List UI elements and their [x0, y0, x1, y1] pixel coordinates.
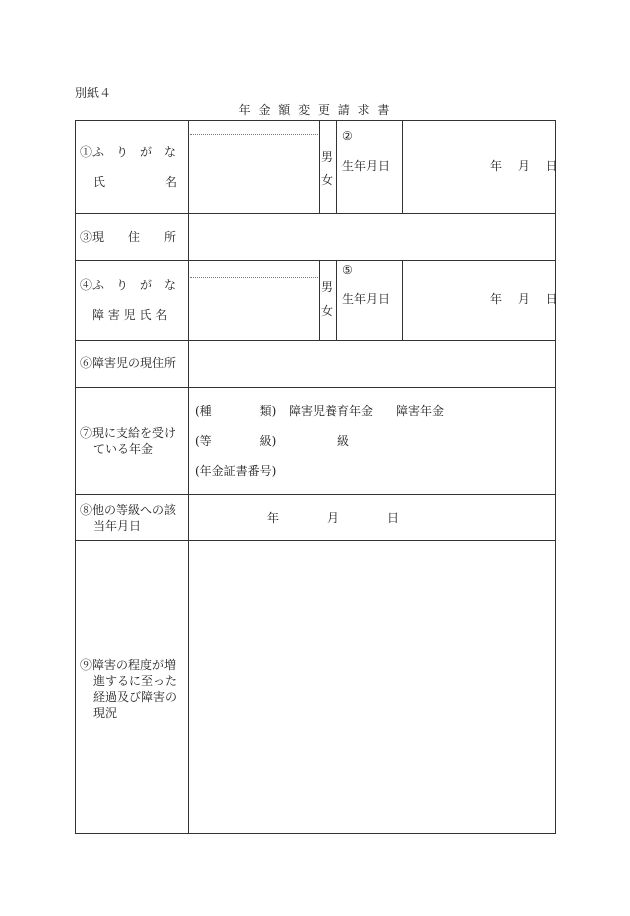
item-number: ⑤ — [342, 263, 353, 277]
month-field[interactable]: 月 — [327, 511, 340, 525]
pension-type-option[interactable]: 障害児養育年金 — [289, 404, 374, 418]
year-field[interactable]: 年 — [267, 511, 280, 525]
day-field[interactable]: 日 — [387, 511, 400, 525]
gender-male-option[interactable]: 男 — [321, 150, 334, 164]
col-line — [319, 120, 320, 213]
name-input[interactable] — [190, 160, 318, 210]
address-label: ③現 住 所 — [80, 230, 177, 244]
pension-cert-label: (年金証書番号) — [195, 464, 277, 478]
furigana-label: ①ふ り が な — [80, 145, 177, 159]
child-birthdate-label: 生年月日 — [342, 292, 391, 306]
child-birthdate-field[interactable]: 年 月 日 — [490, 292, 558, 306]
pension-type-option[interactable]: 障害年金 — [396, 404, 445, 418]
row-line — [75, 213, 556, 214]
birthdate-label: 生年月日 — [342, 159, 391, 173]
row-line — [75, 540, 556, 541]
row-line — [75, 260, 556, 261]
furigana-dotted-line — [190, 134, 318, 135]
grade-change-date-label: 当年月日 — [93, 519, 142, 533]
condition-label: ⑨障害の程度が増 — [80, 658, 177, 672]
child-address-input[interactable] — [190, 342, 554, 386]
row-line — [75, 494, 556, 495]
child-furigana-label: ④ふ り が な — [80, 278, 177, 292]
col-line — [555, 120, 556, 834]
col-line — [402, 260, 403, 340]
child-gender-female-option[interactable]: 女 — [321, 304, 334, 318]
child-name-label: 障 害 児 氏 名 — [92, 308, 168, 322]
pension-label: ⑦現に支給を受け — [80, 426, 177, 440]
child-address-label: ⑥障害児の現住所 — [80, 356, 177, 370]
condition-label: 現況 — [93, 706, 118, 720]
row-line — [75, 340, 556, 341]
pension-grade-label: (等 級) — [195, 434, 277, 448]
pension-label: ている年金 — [93, 442, 154, 456]
col-line — [188, 120, 189, 834]
row-line — [75, 120, 556, 121]
furigana-input[interactable] — [190, 136, 318, 158]
child-gender-male-option[interactable]: 男 — [321, 280, 334, 294]
col-line — [402, 120, 403, 213]
gender-female-option[interactable]: 女 — [321, 173, 334, 187]
pension-grade-field[interactable]: 級 — [337, 434, 350, 448]
condition-textarea[interactable] — [190, 542, 554, 832]
row-line — [75, 387, 556, 388]
condition-label: 進するに至った — [93, 674, 178, 688]
item-number: ② — [342, 129, 353, 143]
child-name-input[interactable] — [190, 262, 318, 338]
form-title: 年 金 額 変 更 請 求 書 — [238, 103, 392, 117]
col-line — [319, 260, 320, 340]
row-line — [75, 833, 556, 834]
col-line — [336, 260, 337, 340]
grade-change-date-label: ⑧他の等級への該 — [80, 503, 177, 517]
condition-label: 経過及び障害の — [93, 690, 178, 704]
name-label: 氏 名 — [93, 175, 178, 189]
address-input[interactable] — [190, 215, 554, 259]
pension-type-label: (種 類) — [195, 404, 277, 418]
birthdate-field[interactable]: 年 月 日 — [490, 159, 558, 173]
col-line — [336, 120, 337, 213]
attachment-label: 別紙４ — [75, 86, 112, 100]
col-line — [75, 120, 76, 834]
